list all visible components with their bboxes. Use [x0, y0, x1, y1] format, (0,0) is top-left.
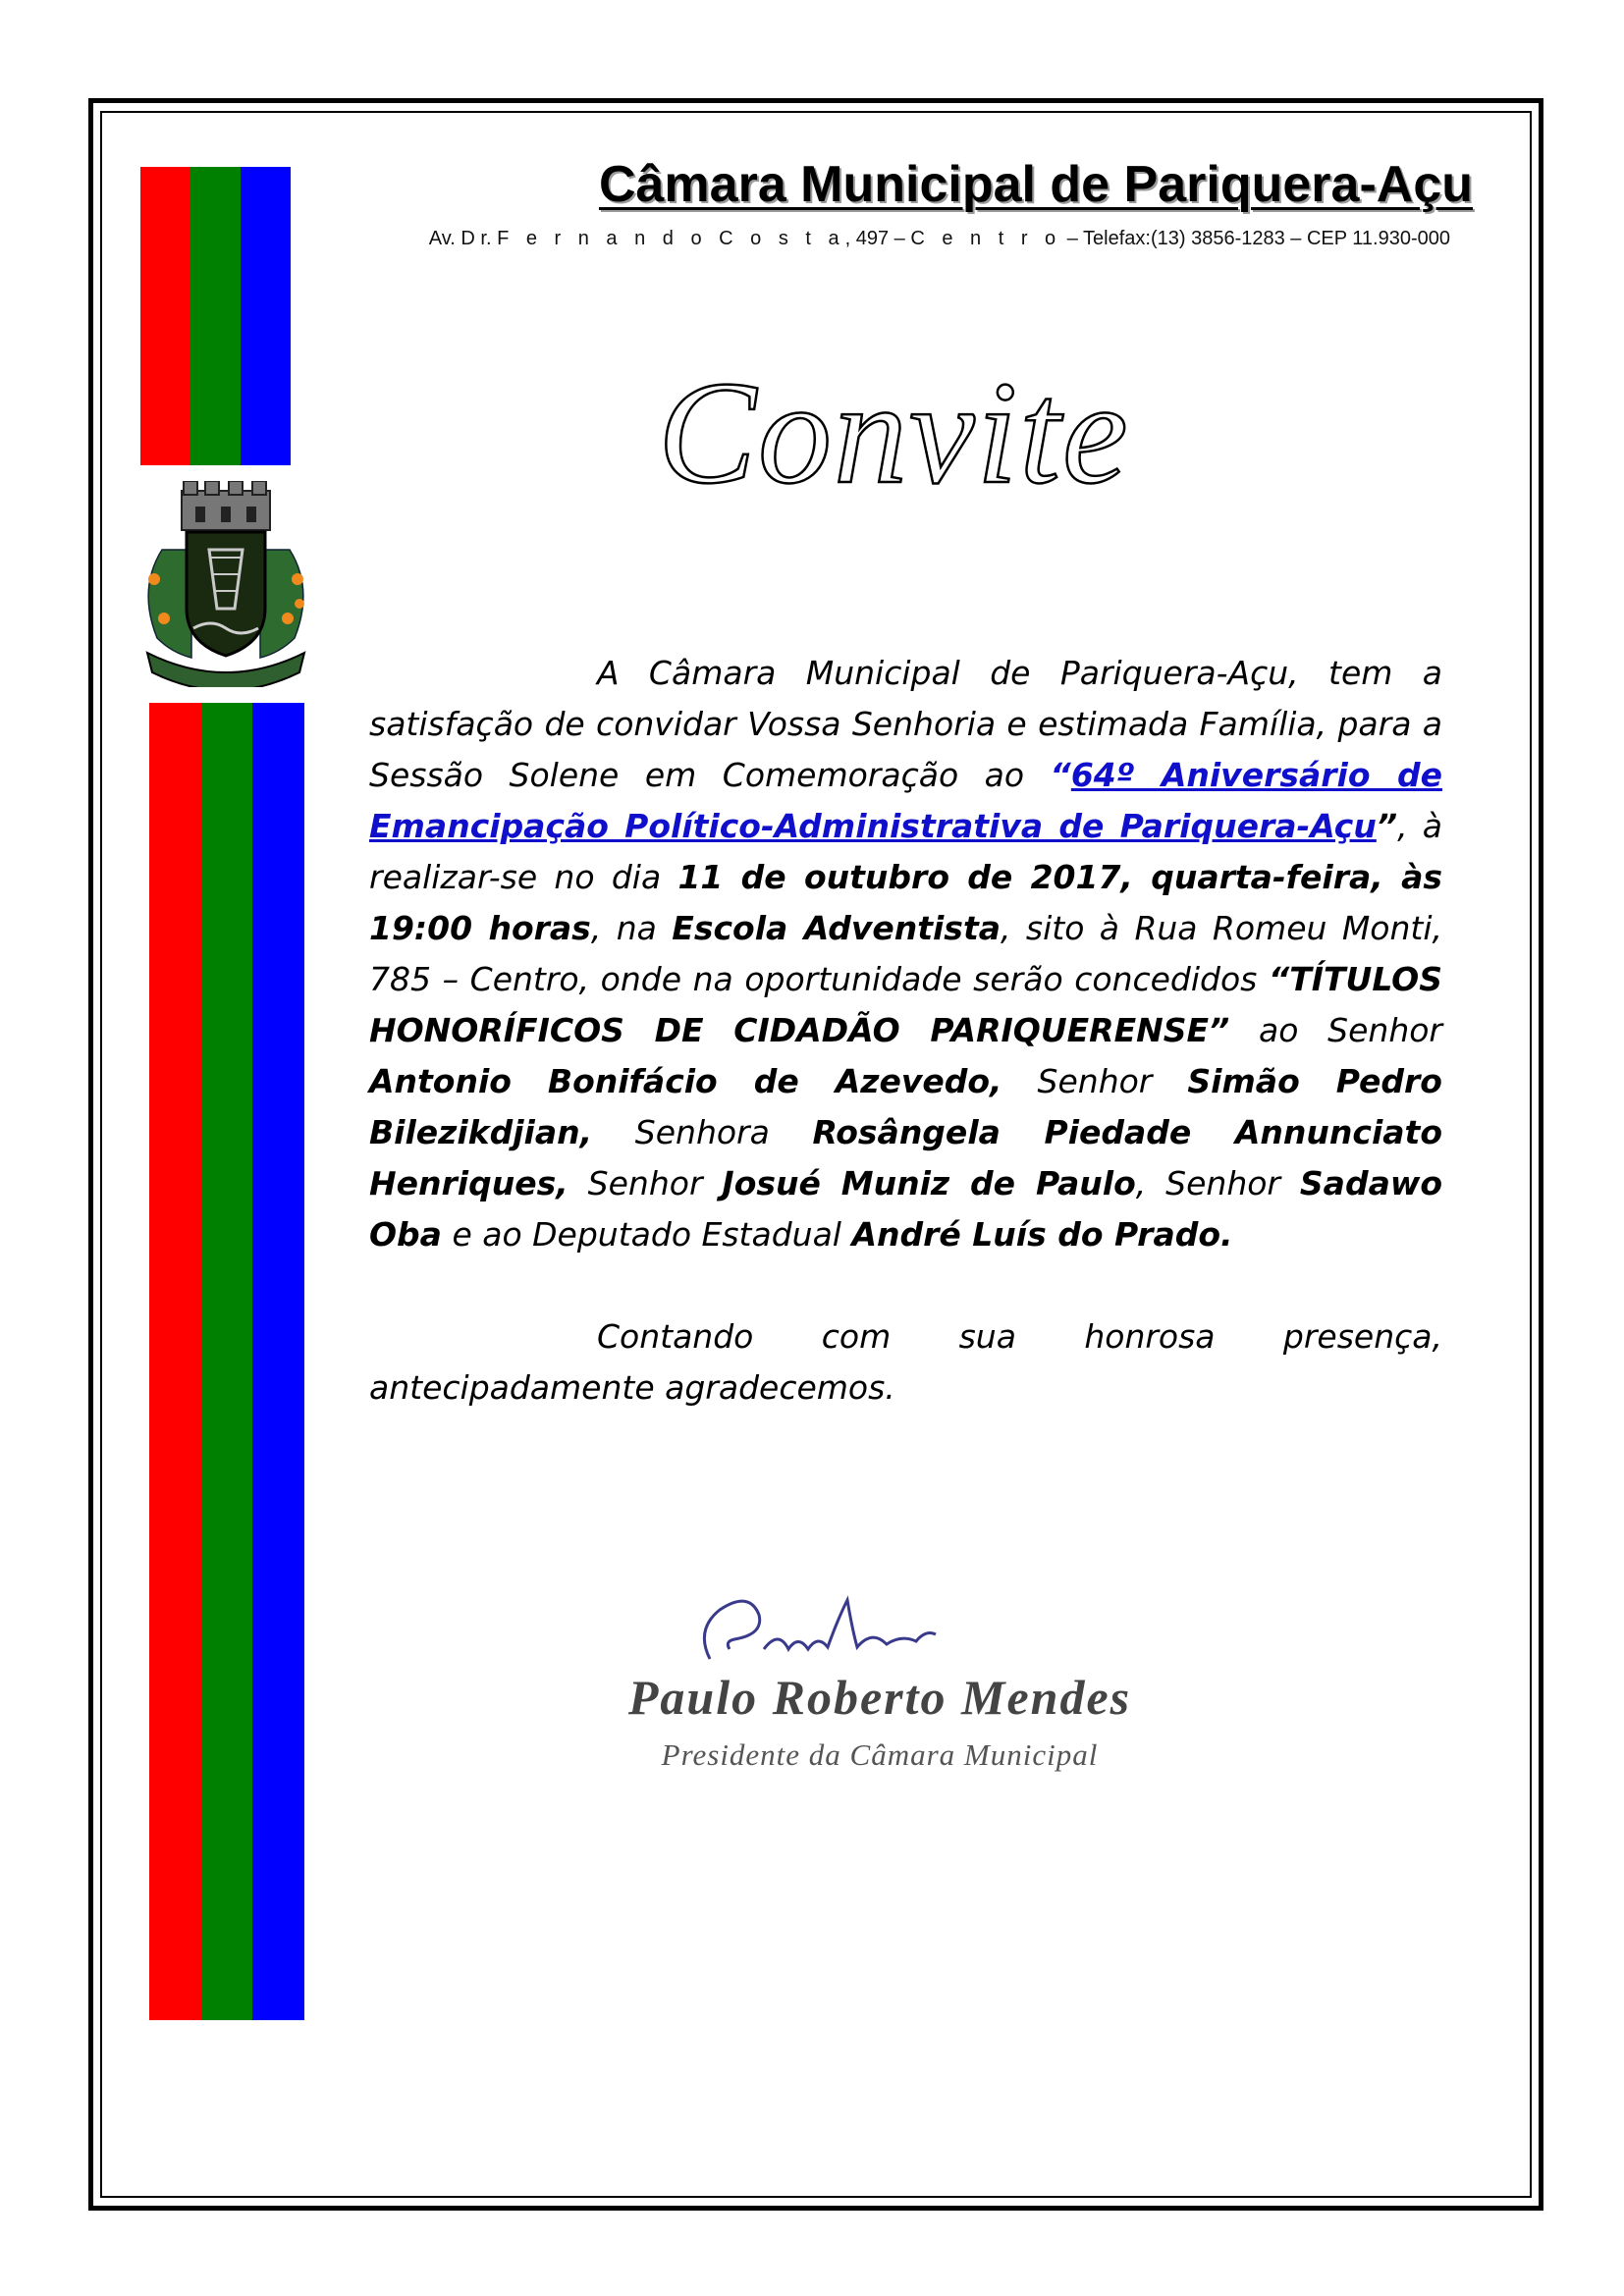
text-run: , na	[590, 909, 673, 947]
invitation-paragraph	[369, 648, 1442, 1260]
address-number: , 497 –	[844, 228, 911, 249]
flag-stripe-green	[190, 167, 241, 465]
signatory-role: Presidente da Câmara Municipal	[661, 1737, 1099, 1772]
anniversary-link[interactable]: 64º Aniversário de Emancipação Político-Administrativa de Pariquera-Açu	[369, 756, 1443, 845]
municipal-coat-of-arms	[133, 481, 319, 687]
text-run: Contando com sua honrosa presença, antecipadamente agradecemos.	[369, 1317, 1442, 1407]
flag-stripe-blue	[252, 703, 304, 2020]
municipal-flag-top	[140, 167, 291, 465]
invitation-body	[369, 648, 1442, 1414]
text-run: , Senhor	[1135, 1164, 1300, 1202]
text-run: , à realizar-se no dia	[369, 807, 1443, 896]
signatory-name: Paulo Roberto Mendes	[627, 1670, 1132, 1725]
municipal-flag-bottom	[149, 703, 304, 2020]
quote-open: “	[1050, 756, 1071, 794]
honorary-titles: “TÍTULOS HONORÍFICOS DE CIDADÃO PARIQUERENSE”	[369, 960, 1442, 1049]
chamber-title: Câmara Municipal de Pariquera-Açu	[598, 156, 1473, 213]
honoree-name: André Luís do Prado.	[851, 1215, 1233, 1254]
address-street: F e r n a n d o C o s t a	[497, 228, 845, 249]
coat-of-arms-icon	[133, 481, 319, 687]
address-district: C e n t r o	[910, 228, 1062, 249]
text-run: A Câmara Municipal de Pariquera-Açu, tem a satisfação de convidar Vossa Senhoria e estimada Família, para a Sessão Solene em Comemoração ao	[369, 654, 1442, 794]
flag-stripe-red	[149, 703, 201, 2020]
event-venue: Escola Adventista	[672, 909, 1001, 947]
honoree-name: Rosângela Piedade Annunciato Henriques,	[369, 1113, 1442, 1202]
invitation-heading: Convite	[658, 351, 1130, 514]
honoree-name: Josué Muniz de Paulo	[722, 1164, 1136, 1202]
chamber-address	[373, 228, 1450, 250]
honoree-name: Sadawo Oba	[369, 1164, 1442, 1254]
honoree-name: Antonio Bonifácio de Azevedo,	[369, 1062, 1002, 1100]
handwritten-signature-icon	[690, 1590, 946, 1679]
text-run: e ao Deputado Estadual	[441, 1215, 852, 1254]
signature-block	[499, 1590, 1235, 1796]
text-run: Senhora	[592, 1113, 813, 1151]
text-run: Senhor	[568, 1164, 723, 1202]
text-run: Senhor	[1001, 1062, 1188, 1100]
text-run: , sito à Rua Romeu Monti, 785 – Centro, onde na oportunidade serão concedidos	[369, 909, 1443, 998]
address-prefix: Av. D r.	[428, 228, 498, 249]
flag-stripe-blue	[241, 167, 291, 465]
address-contact: – Telefax:(13) 3856-1283 – CEP 11.930-000	[1061, 228, 1450, 249]
quote-close: ”	[1376, 807, 1398, 845]
event-date: 11 de outubro de 2017, quarta-feira, às 19:00 horas	[369, 858, 1442, 947]
flag-stripe-red	[140, 167, 190, 465]
honoree-name: Simão Pedro Bilezikdjian,	[369, 1062, 1442, 1151]
flag-stripe-green	[201, 703, 253, 2020]
text-run: ao Senhor	[1229, 1011, 1442, 1049]
closing-paragraph	[369, 1311, 1442, 1414]
